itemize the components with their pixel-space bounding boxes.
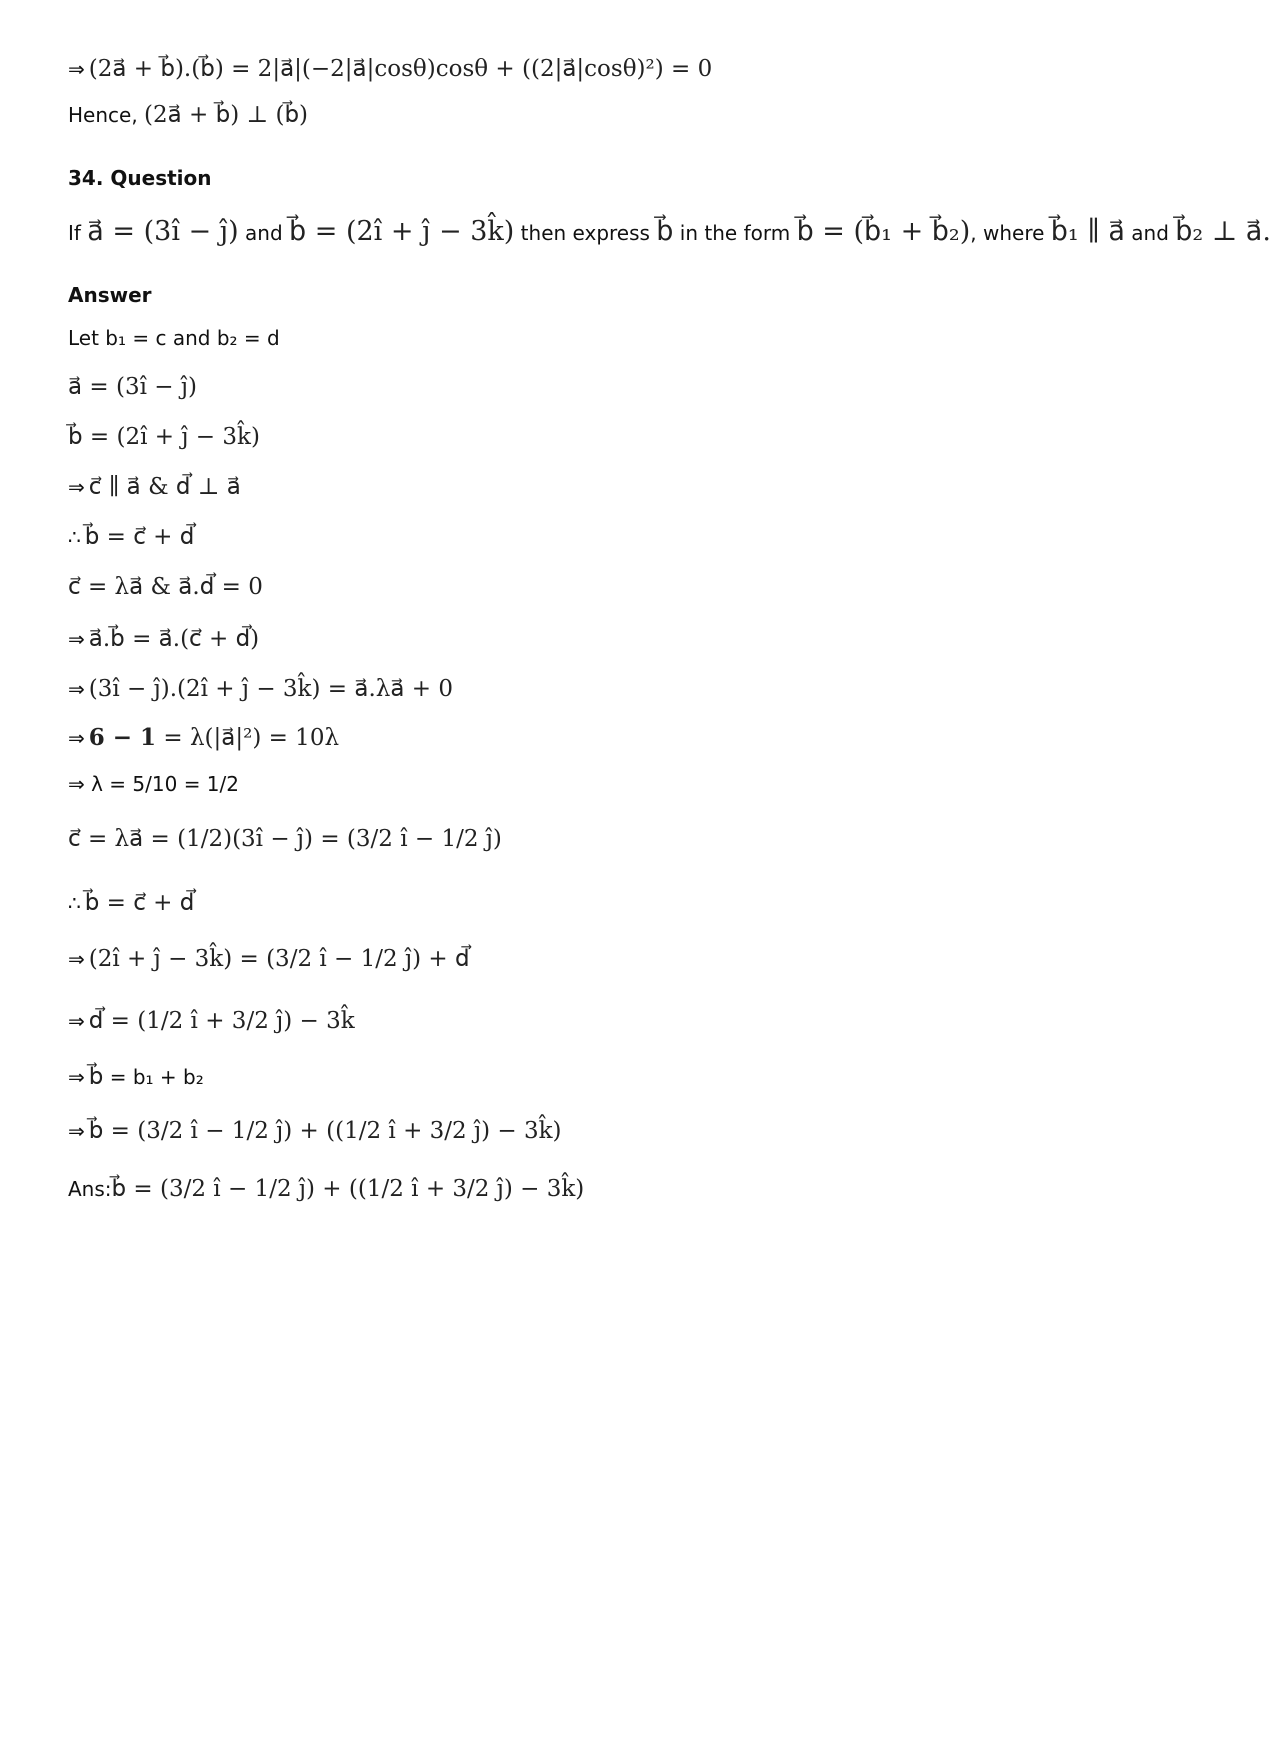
- equation: (2a⃗ + b⃗) ⊥ (b⃗): [144, 102, 309, 128]
- equation: (2a⃗ + b⃗).(b⃗) = 2|a⃗|(−2|a⃗|cosθ)cosθ + ((2|a⃗|cosθ)²) = 0: [88, 56, 713, 82]
- form-equation: b⃗ = (b⃗₁ + b⃗₂): [796, 216, 971, 247]
- step-line: ⇒ 6 − 1 = λ(|a⃗|²) = 10λ: [68, 724, 340, 751]
- implies-symbol: ⇒: [68, 726, 85, 750]
- step-line: ⇒ d⃗ = (1/2 î + 3/2 ĵ) − 3k̂: [68, 1008, 355, 1034]
- step-line: ⇒ b⃗ = b₁ + b₂: [68, 1064, 204, 1090]
- step-line: c⃗ = λa⃗ & a⃗.d⃗ = 0: [68, 574, 263, 600]
- step-line: ⇒ λ = 5/10 = 1/2: [68, 772, 239, 796]
- vector-b-symbol: b⃗: [656, 216, 674, 247]
- let-line: Let b₁ = c and b₂ = d: [68, 326, 280, 350]
- implies-symbol: ⇒: [68, 57, 85, 81]
- answer-label: Ans:: [68, 1177, 112, 1201]
- step-line: ∴ b⃗ = c⃗ + d⃗: [68, 524, 195, 550]
- therefore-symbol: ∴: [68, 525, 81, 549]
- vector-b: b⃗ = (2î + ĵ − 3k̂): [289, 216, 515, 247]
- conclusion-label: Hence,: [68, 103, 145, 127]
- implies-symbol: ⇒: [68, 627, 85, 651]
- final-answer: Ans:b⃗ = (3/2 î − 1/2 ĵ) + ((1/2 î + 3/2 ĵ) − 3k̂): [68, 1176, 585, 1202]
- implies-symbol: ⇒: [68, 677, 85, 701]
- question-title: 34. Question: [68, 166, 212, 190]
- implies-symbol: ⇒: [68, 475, 85, 499]
- implies-symbol: ⇒: [68, 947, 85, 971]
- implies-symbol: ⇒: [68, 1119, 85, 1143]
- step-line: ⇒ (2î + ĵ − 3k̂) = (3/2 î − 1/2 ĵ) + d⃗: [68, 946, 470, 972]
- question-text: If a⃗ = (3î − ĵ) and b⃗ = (2î + ĵ − 3k̂) then express b⃗ in the form b⃗ = (b⃗₁ + b⃗₂), where b⃗₁ ∥ a⃗ and b⃗₂ ⊥ a⃗.: [68, 216, 1271, 247]
- therefore-symbol: ∴: [68, 891, 81, 915]
- step-line: c⃗ = λa⃗ = (1/2)(3î − ĵ) = (3/2 î − 1/2 ĵ): [68, 826, 502, 852]
- answer-title: Answer: [68, 283, 152, 307]
- result-line: [68, 56, 712, 82]
- step-line: b⃗ = (2î + ĵ − 3k̂): [68, 424, 260, 450]
- implies-symbol: ⇒: [68, 1065, 85, 1089]
- parallel-condition: b⃗₁ ∥ a⃗: [1050, 216, 1125, 247]
- step-line: ⇒ c⃗ ∥ a⃗ & d⃗ ⊥ a⃗: [68, 474, 241, 500]
- conclusion-line: [68, 102, 308, 128]
- perpendicular-condition: b⃗₂ ⊥ a⃗.: [1175, 216, 1271, 247]
- implies-symbol: ⇒: [68, 1009, 85, 1033]
- step-line: a⃗ = (3î − ĵ): [68, 374, 197, 400]
- step-line: ∴ b⃗ = c⃗ + d⃗: [68, 890, 195, 916]
- step-line: ⇒ a⃗.b⃗ = a⃗.(c⃗ + d⃗): [68, 626, 260, 652]
- step-line: ⇒ (3î − ĵ).(2î + ĵ − 3k̂) = a⃗.λa⃗ + 0: [68, 676, 453, 702]
- vector-a: a⃗ = (3î − ĵ): [87, 216, 239, 247]
- step-line: ⇒ b⃗ = (3/2 î − 1/2 ĵ) + ((1/2 î + 3/2 ĵ) − 3k̂): [68, 1118, 562, 1144]
